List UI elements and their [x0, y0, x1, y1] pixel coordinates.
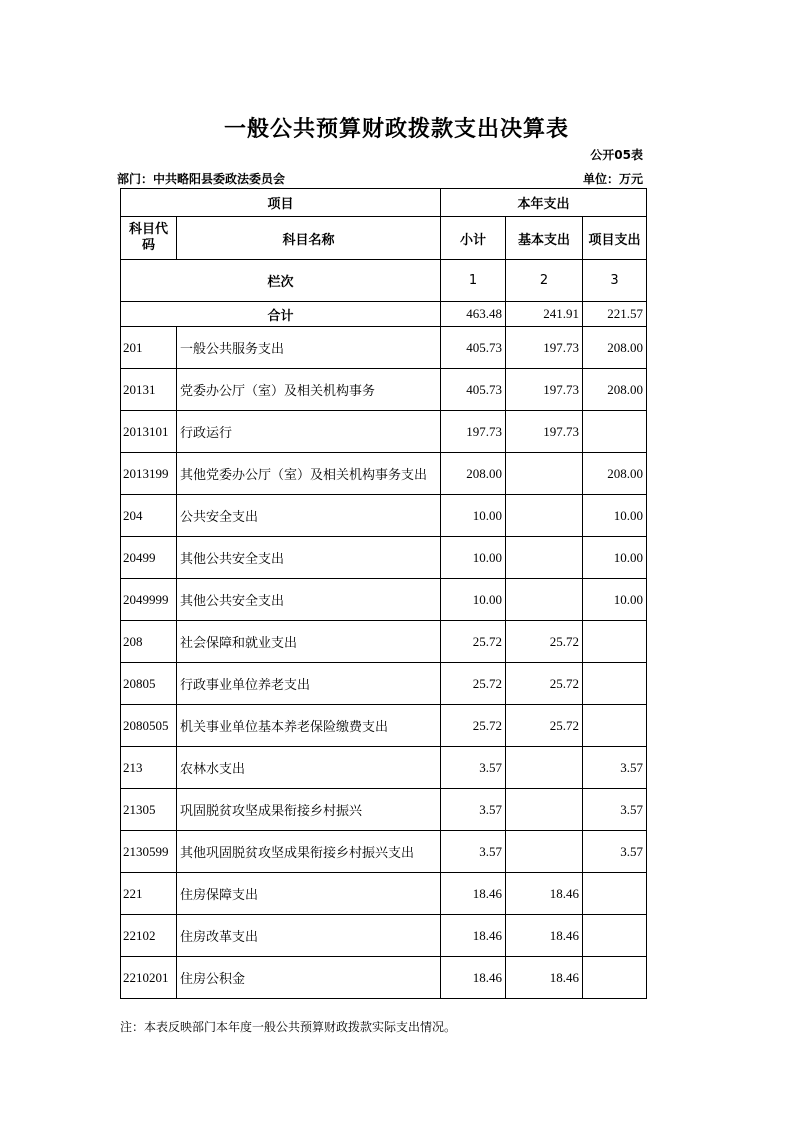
row-name: 行政运行 — [177, 411, 441, 453]
table-row — [121, 495, 647, 537]
row-basic: 18.46 — [506, 873, 583, 915]
row-subtotal: 25.72 — [441, 663, 506, 705]
row-name: 行政事业单位养老支出 — [177, 663, 441, 705]
row-subtotal: 3.57 — [441, 831, 506, 873]
row-code: 20805 — [121, 663, 177, 705]
row-name: 农林水支出 — [177, 747, 441, 789]
row-project — [583, 705, 647, 747]
row-basic — [506, 747, 583, 789]
row-code: 20131 — [121, 369, 177, 411]
table-row — [121, 789, 647, 831]
header-this-year: 本年支出 — [441, 189, 647, 217]
row-code: 2210201 — [121, 957, 177, 999]
table-row — [121, 957, 647, 999]
table-row — [121, 915, 647, 957]
row-name: 住房公积金 — [177, 957, 441, 999]
row-project: 10.00 — [583, 537, 647, 579]
row-basic: 197.73 — [506, 369, 583, 411]
row-project — [583, 621, 647, 663]
row-subtotal: 25.72 — [441, 621, 506, 663]
header-item: 项目 — [121, 189, 441, 217]
row-project — [583, 663, 647, 705]
header-col1: 1 — [441, 260, 506, 302]
header-col3: 3 — [583, 260, 647, 302]
row-basic — [506, 579, 583, 621]
row-code: 221 — [121, 873, 177, 915]
row-basic: 25.72 — [506, 663, 583, 705]
row-code: 2080505 — [121, 705, 177, 747]
row-name: 其他巩固脱贫攻坚成果衔接乡村振兴支出 — [177, 831, 441, 873]
row-basic — [506, 831, 583, 873]
row-name: 一般公共服务支出 — [177, 327, 441, 369]
form-number: 公开05表 — [590, 148, 643, 162]
row-name: 住房保障支出 — [177, 873, 441, 915]
row-basic — [506, 789, 583, 831]
row-subtotal: 25.72 — [441, 705, 506, 747]
row-basic: 197.73 — [506, 411, 583, 453]
row-name: 党委办公厅（室）及相关机构事务 — [177, 369, 441, 411]
header-subtotal: 小计 — [441, 217, 506, 260]
expenditure-table — [120, 188, 647, 999]
table-row — [121, 327, 647, 369]
table-row — [121, 579, 647, 621]
row-code: 2049999 — [121, 579, 177, 621]
row-project — [583, 915, 647, 957]
row-project — [583, 411, 647, 453]
row-name: 其他公共安全支出 — [177, 579, 441, 621]
row-subtotal: 3.57 — [441, 747, 506, 789]
row-project — [583, 957, 647, 999]
row-code: 201 — [121, 327, 177, 369]
row-project: 208.00 — [583, 369, 647, 411]
department-label: 部门：中共略阳县委政法委员会 — [117, 172, 286, 186]
row-project: 10.00 — [583, 495, 647, 537]
total-row — [121, 302, 647, 327]
row-name: 其他公共安全支出 — [177, 537, 441, 579]
row-basic: 25.72 — [506, 705, 583, 747]
row-subtotal: 10.00 — [441, 495, 506, 537]
row-subtotal: 10.00 — [441, 537, 506, 579]
row-project: 10.00 — [583, 579, 647, 621]
row-subtotal: 3.57 — [441, 789, 506, 831]
table-row — [121, 621, 647, 663]
table-row — [121, 705, 647, 747]
row-code: 208 — [121, 621, 177, 663]
total-basic: 241.91 — [506, 302, 583, 327]
row-subtotal: 208.00 — [441, 453, 506, 495]
row-code: 2013199 — [121, 453, 177, 495]
row-subtotal: 18.46 — [441, 915, 506, 957]
row-project: 208.00 — [583, 453, 647, 495]
header-name: 科目名称 — [177, 217, 441, 260]
row-code: 21305 — [121, 789, 177, 831]
row-basic — [506, 537, 583, 579]
total-subtotal: 463.48 — [441, 302, 506, 327]
row-name: 社会保障和就业支出 — [177, 621, 441, 663]
row-basic: 25.72 — [506, 621, 583, 663]
row-code: 213 — [121, 747, 177, 789]
row-basic — [506, 495, 583, 537]
header-col2: 2 — [506, 260, 583, 302]
row-subtotal: 18.46 — [441, 873, 506, 915]
row-project: 208.00 — [583, 327, 647, 369]
row-subtotal: 18.46 — [441, 957, 506, 999]
unit-label: 单位：万元 — [582, 172, 643, 186]
row-project: 3.57 — [583, 747, 647, 789]
row-name: 其他党委办公厅（室）及相关机构事务支出 — [177, 453, 441, 495]
row-code: 20499 — [121, 537, 177, 579]
row-code: 204 — [121, 495, 177, 537]
row-basic: 18.46 — [506, 957, 583, 999]
row-subtotal: 405.73 — [441, 327, 506, 369]
total-label: 合计 — [121, 302, 441, 327]
page-title: 一般公共预算财政拨款支出决算表 — [223, 117, 569, 142]
table-row — [121, 663, 647, 705]
header-column-index: 栏次 — [121, 260, 441, 302]
row-name: 住房改革支出 — [177, 915, 441, 957]
row-name: 公共安全支出 — [177, 495, 441, 537]
header-basic: 基本支出 — [506, 217, 583, 260]
row-project — [583, 873, 647, 915]
row-project: 3.57 — [583, 831, 647, 873]
total-project: 221.57 — [583, 302, 647, 327]
row-code: 22102 — [121, 915, 177, 957]
row-subtotal: 405.73 — [441, 369, 506, 411]
row-basic — [506, 453, 583, 495]
table-row — [121, 369, 647, 411]
table-row — [121, 873, 647, 915]
row-basic: 18.46 — [506, 915, 583, 957]
row-project: 3.57 — [583, 789, 647, 831]
row-subtotal: 197.73 — [441, 411, 506, 453]
row-name: 机关事业单位基本养老保险缴费支出 — [177, 705, 441, 747]
row-code: 2130599 — [121, 831, 177, 873]
row-name: 巩固脱贫攻坚成果衔接乡村振兴 — [177, 789, 441, 831]
table-row — [121, 537, 647, 579]
row-basic: 197.73 — [506, 327, 583, 369]
header-code: 科目代码 — [121, 217, 177, 260]
table-row — [121, 453, 647, 495]
row-code: 2013101 — [121, 411, 177, 453]
table-row — [121, 831, 647, 873]
footnote: 注：本表反映部门本年度一般公共预算财政拨款实际支出情况。 — [120, 1020, 457, 1034]
row-subtotal: 10.00 — [441, 579, 506, 621]
table-row — [121, 747, 647, 789]
table-row — [121, 411, 647, 453]
header-project: 项目支出 — [583, 217, 647, 260]
